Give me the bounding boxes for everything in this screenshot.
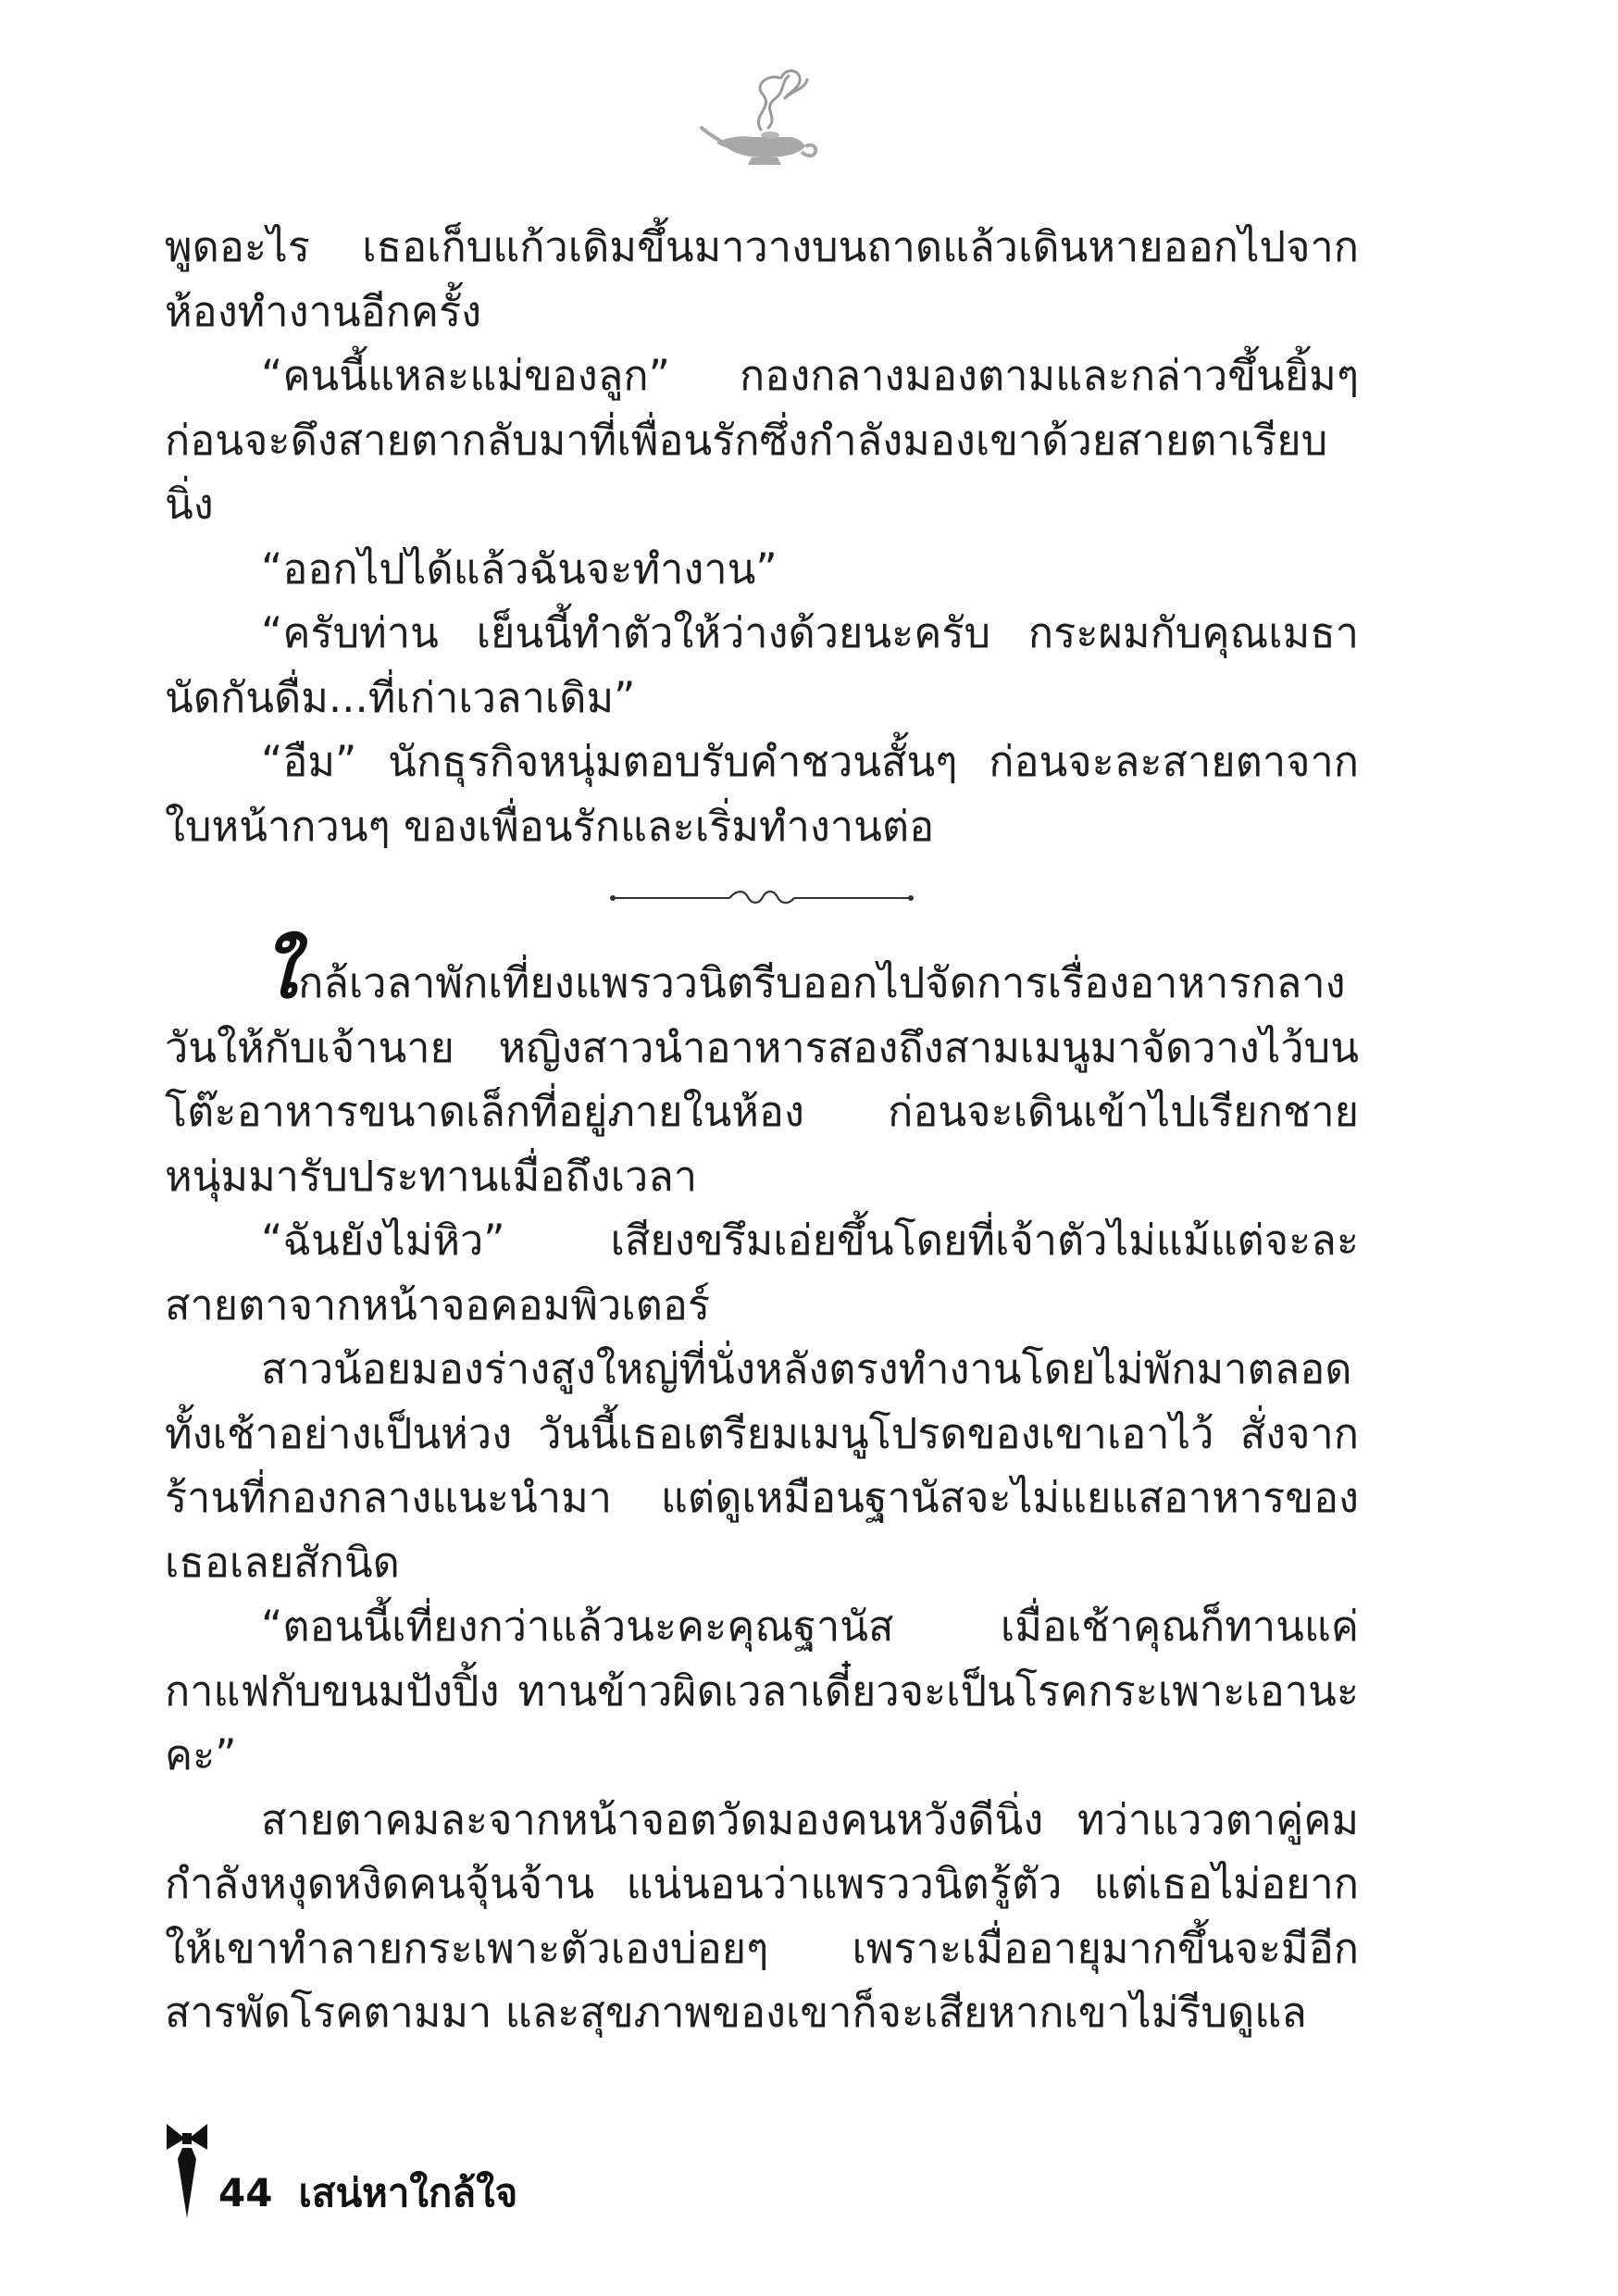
section-first-paragraph-text: กล้เวลาพักเที่ยงแพรววนิตรีบออกไปจัดการเรื่องอาหารกลางวันให้กับเจ้านาย หญิงสาวนำอาหารสองถึงสามเมนูมาจัดวางไว้บนโต๊ะอาหารขนาดเล็กที่อยู่ภายในห้อง ก่อนจะเดินเข้าไปเรียกชายหนุ่มมารับประทานเมื่อถึงเวลา: [165, 958, 1359, 1201]
paragraph: พูดอะไร เธอเก็บแก้วเดิมขึ้นมาวางบนถาดแล้วเดินหายออกไปจากห้องทำงานอีกครั้ง: [165, 222, 1359, 336]
page-body: [165, 215, 1359, 2045]
paragraph: “คนนี้แหละแม่ของลูก” กองกลางมองตามและกล่าวขึ้นยิ้มๆ ก่อนจะดึงสายตากลับมาที่เพื่อนรักซึ่งกำลังมองเขาด้วยสายตาเรียบนิ่ง: [165, 351, 1359, 529]
footer-ornament: [165, 2122, 209, 2222]
header-lamp-ornament: [696, 57, 826, 172]
paragraph: “ออกไปได้แล้วฉันจะทำงาน”: [261, 543, 778, 593]
page-number: 44: [218, 2170, 273, 2215]
drop-cap: ใ: [261, 930, 299, 1015]
paragraph: “อืม” นักธุรกิจหนุ่มตอบรับคำชวนสั้นๆ ก่อนจะละสายตาจากใบหน้ากวนๆ ของเพื่อนรักและเริ่มทำงานต่อ: [165, 737, 1359, 851]
section-divider: [165, 858, 1359, 938]
section-first-paragraph: [165, 930, 1359, 1208]
genie-lamp-with-smoke-icon: [696, 57, 826, 172]
flourish-divider-icon: [609, 884, 915, 912]
bow-tie-necktie-icon: [165, 2122, 209, 2222]
paragraph: “ฉันยังไม่หิว” เสียงขรึมเอ่ยขึ้นโดยที่เจ้าตัวไม่แม้แต่จะละสายตาจากหน้าจอคอมพิวเตอร์: [165, 1216, 1359, 1329]
paragraph: สาวน้อยมองร่างสูงใหญ่ที่นั่งหลังตรงทำงานโดยไม่พักมาตลอดทั้งเช้าอย่างเป็นห่วง วันนี้เธอเตรียมเมนูโปรดของเขาเอาไว้ สั่งจากร้านที่กองกลางแนะนำมา แต่ดูเหมือนฐานัสจะไม่แยแสอาหารของเธอเลยสักนิด: [165, 1344, 1359, 1587]
page-footer: [165, 2122, 813, 2224]
paragraph: “ตอนนี้เที่ยงกว่าแล้วนะคะคุณฐานัส เมื่อเช้าคุณก็ทานแค่กาแฟกับขนมปังปิ้ง ทานข้าวผิดเวลาเดี๋ยวจะเป็นโรคกระเพาะเอานะคะ”: [165, 1602, 1359, 1779]
footer-text: [218, 2170, 517, 2216]
paragraph: “ครับท่าน เย็นนี้ทำตัวให้ว่างด้วยนะครับ กระผมกับคุณเมธานัดกันดื่ม...ที่เก่าเวลาเดิม”: [165, 608, 1359, 722]
paragraph: สายตาคมละจากหน้าจอตวัดมองคนหวังดีนิ่ง ทว่าแววตาคู่คมกำลังหงุดหงิดคนจุ้นจ้าน แน่นอนว่าแพรววนิตรู้ตัว แต่เธอไม่อยากให้เขาทำลายกระเพาะตัวเองบ่อยๆ เพราะเมื่ออายุมากขึ้นจะมีอีกสารพัดโรคตามมา และสุขภาพของเขาก็จะเสียหากเขาไม่รีบดูแล: [165, 1794, 1359, 2037]
book-title: เสน่หาใกล้ใจ: [298, 2170, 518, 2215]
